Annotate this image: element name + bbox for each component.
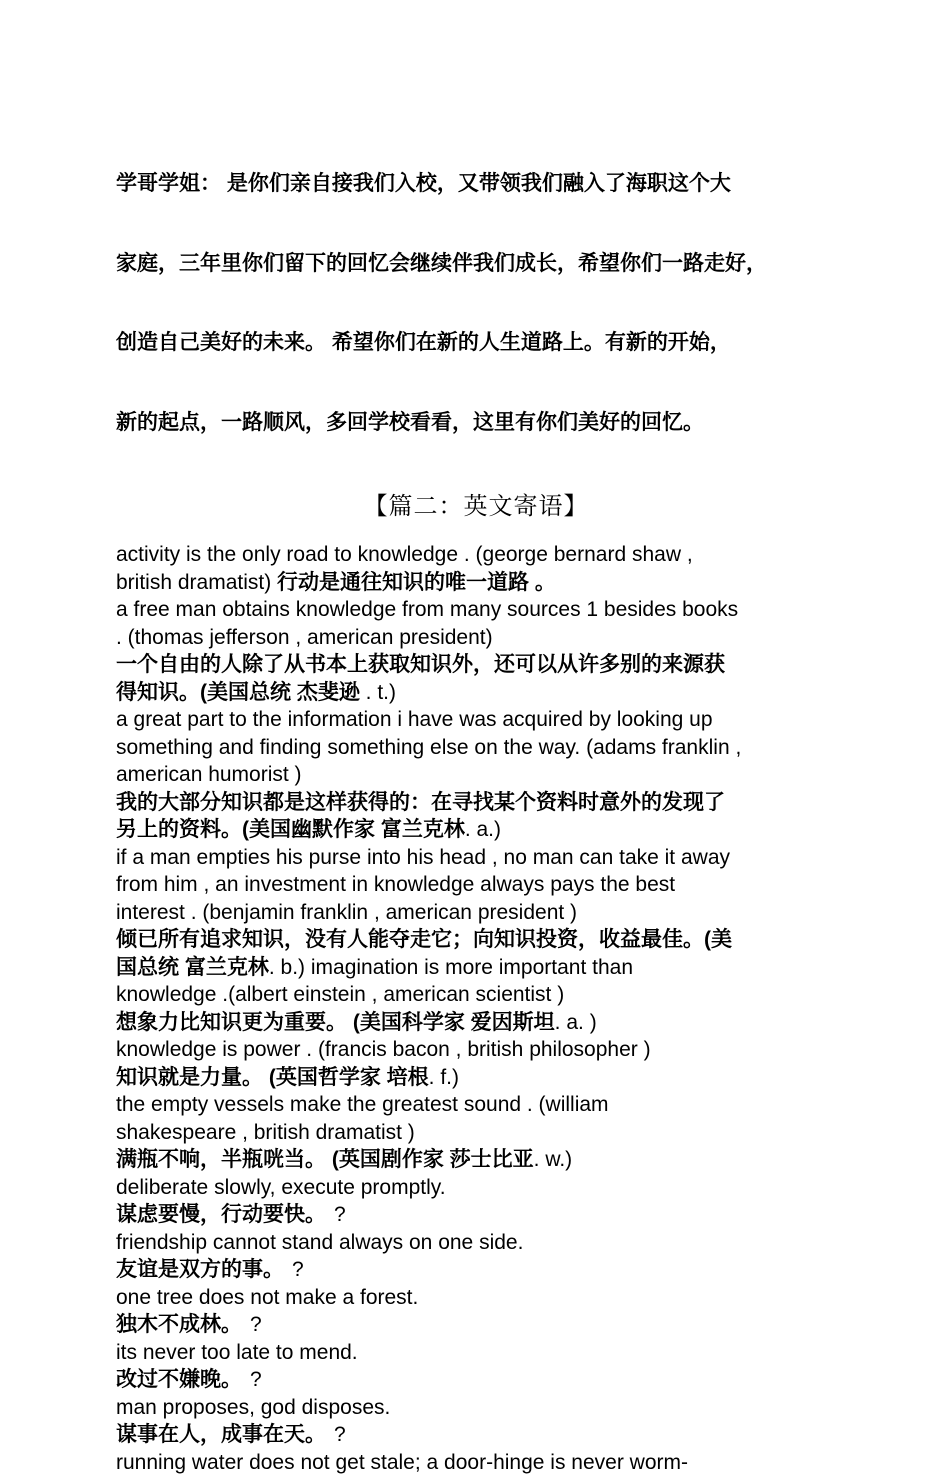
question-mark: ? [250, 1368, 262, 1391]
text-line [116, 1339, 836, 1367]
english-text: . (thomas jefferson , american president) [116, 626, 493, 649]
chinese-text: 国总统 富兰克林 [116, 956, 269, 979]
question-mark: ? [250, 1313, 262, 1336]
text-line [116, 926, 836, 954]
english-text: . a.) [465, 818, 501, 841]
quotes-body [116, 541, 836, 1476]
text-line [116, 899, 836, 927]
english-text: american humorist ) [116, 763, 302, 786]
chinese-text: 友谊是双方的事。 [116, 1258, 284, 1281]
intro-line: 新的起点，一路顺风，多回学校看看，这里有你们美好的回忆。 [116, 410, 836, 437]
text-line [116, 1284, 836, 1312]
chinese-text: 谋事在人，成事在天。 [116, 1423, 326, 1446]
english-text: . t.) [360, 681, 396, 704]
english-text: friendship cannot stand always on one side. [116, 1231, 523, 1254]
english-text: . a. ) [555, 1011, 597, 1034]
text-line [116, 1394, 836, 1422]
chinese-text: 想象力比知识更为重要。 (美国科学家 爱因斯坦 [116, 1011, 555, 1034]
english-text: . b.) imagination is more important than [269, 956, 633, 979]
english-text: the empty vessels make the greatest sound . (william [116, 1093, 609, 1116]
english-text: knowledge .(albert einstein , american scientist ) [116, 983, 564, 1006]
english-text: activity is the only road to knowledge . (george bernard shaw , [116, 543, 693, 566]
text-line [116, 816, 836, 844]
text-line [116, 1421, 836, 1449]
question-mark: ? [334, 1423, 346, 1446]
chinese-text: 满瓶不响，半瓶咣当。 (英国剧作家 莎士比亚 [116, 1148, 534, 1171]
english-text: one tree does not make a forest. [116, 1286, 418, 1309]
intro-line: 创造自己美好的未来。 希望你们在新的人生道路上。有新的开始， [116, 330, 836, 357]
text-line [116, 734, 836, 762]
text-line [116, 1229, 836, 1257]
english-text: british dramatist) [116, 571, 277, 594]
question-mark: ? [334, 1203, 346, 1226]
text-line [116, 954, 836, 982]
intro-paragraph [116, 118, 836, 489]
text-line [116, 789, 836, 817]
text-line [116, 1064, 836, 1092]
text-line [116, 981, 836, 1009]
english-text: . w.) [534, 1148, 573, 1171]
english-text: its never too late to mend. [116, 1341, 358, 1364]
english-text: a free man obtains knowledge from many sources 1 besides books [116, 598, 738, 621]
text-line [116, 596, 836, 624]
english-text: shakespeare , british dramatist ) [116, 1121, 415, 1144]
text-line [116, 569, 836, 597]
english-text: man proposes, god disposes. [116, 1396, 390, 1419]
text-line [116, 1174, 836, 1202]
chinese-text: 另上的资料。(美国幽默作家 富兰克林 [116, 818, 465, 841]
document-page [116, 118, 836, 1476]
text-line [116, 651, 836, 679]
text-line [116, 871, 836, 899]
text-line [116, 1009, 836, 1037]
text-line [116, 1311, 836, 1339]
text-line [116, 1119, 836, 1147]
text-line [116, 1256, 836, 1284]
english-text: from him , an investment in knowledge always pays the best [116, 873, 675, 896]
text-line [116, 1449, 836, 1476]
intro-line: 学哥学姐： 是你们亲自接我们入校，又带领我们融入了海职这个大 [116, 171, 836, 198]
english-text: knowledge is power . (francis bacon , british philosopher ) [116, 1038, 651, 1061]
text-line [116, 844, 836, 872]
chinese-text: 改过不嫌晚。 [116, 1368, 242, 1391]
english-text: . f.) [429, 1066, 459, 1089]
text-line [116, 761, 836, 789]
text-line [116, 1146, 836, 1174]
text-line [116, 1036, 836, 1064]
chinese-text: 倾已所有追求知识，没有人能夺走它；向知识投资，收益最佳。(美 [116, 928, 732, 951]
text-line [116, 624, 836, 652]
section-heading: 【篇二：英文寄语】 [116, 491, 836, 521]
question-mark: ? [292, 1258, 304, 1281]
text-line [116, 1201, 836, 1229]
chinese-text: 行动是通往知识的唯一道路 。 [277, 571, 556, 594]
text-line [116, 1366, 836, 1394]
text-line [116, 1091, 836, 1119]
chinese-text: 得知识。(美国总统 杰斐逊 [116, 681, 360, 704]
intro-line: 家庭，三年里你们留下的回忆会继续伴我们成长，希望你们一路走好， [116, 251, 836, 278]
english-text: if a man empties his purse into his head , no man can take it away [116, 846, 730, 869]
english-text: something and finding something else on the way. (adams franklin , [116, 736, 741, 759]
text-line [116, 679, 836, 707]
chinese-text: 谋虑要慢，行动要快。 [116, 1203, 326, 1226]
chinese-text: 我的大部分知识都是这样获得的：在寻找某个资料时意外的发现了 [116, 791, 725, 814]
english-text: interest . (benjamin franklin , american president ) [116, 901, 577, 924]
chinese-text: 独木不成林。 [116, 1313, 242, 1336]
english-text: running water does not get stale; a door-hinge is never worm- [116, 1451, 688, 1474]
english-text: a great part to the information i have was acquired by looking up [116, 708, 713, 731]
text-line [116, 706, 836, 734]
chinese-text: 一个自由的人除了从书本上获取知识外，还可以从许多别的来源获 [116, 653, 725, 676]
chinese-text: 知识就是力量。 (英国哲学家 培根 [116, 1066, 429, 1089]
english-text: deliberate slowly, execute promptly. [116, 1176, 446, 1199]
text-line [116, 541, 836, 569]
